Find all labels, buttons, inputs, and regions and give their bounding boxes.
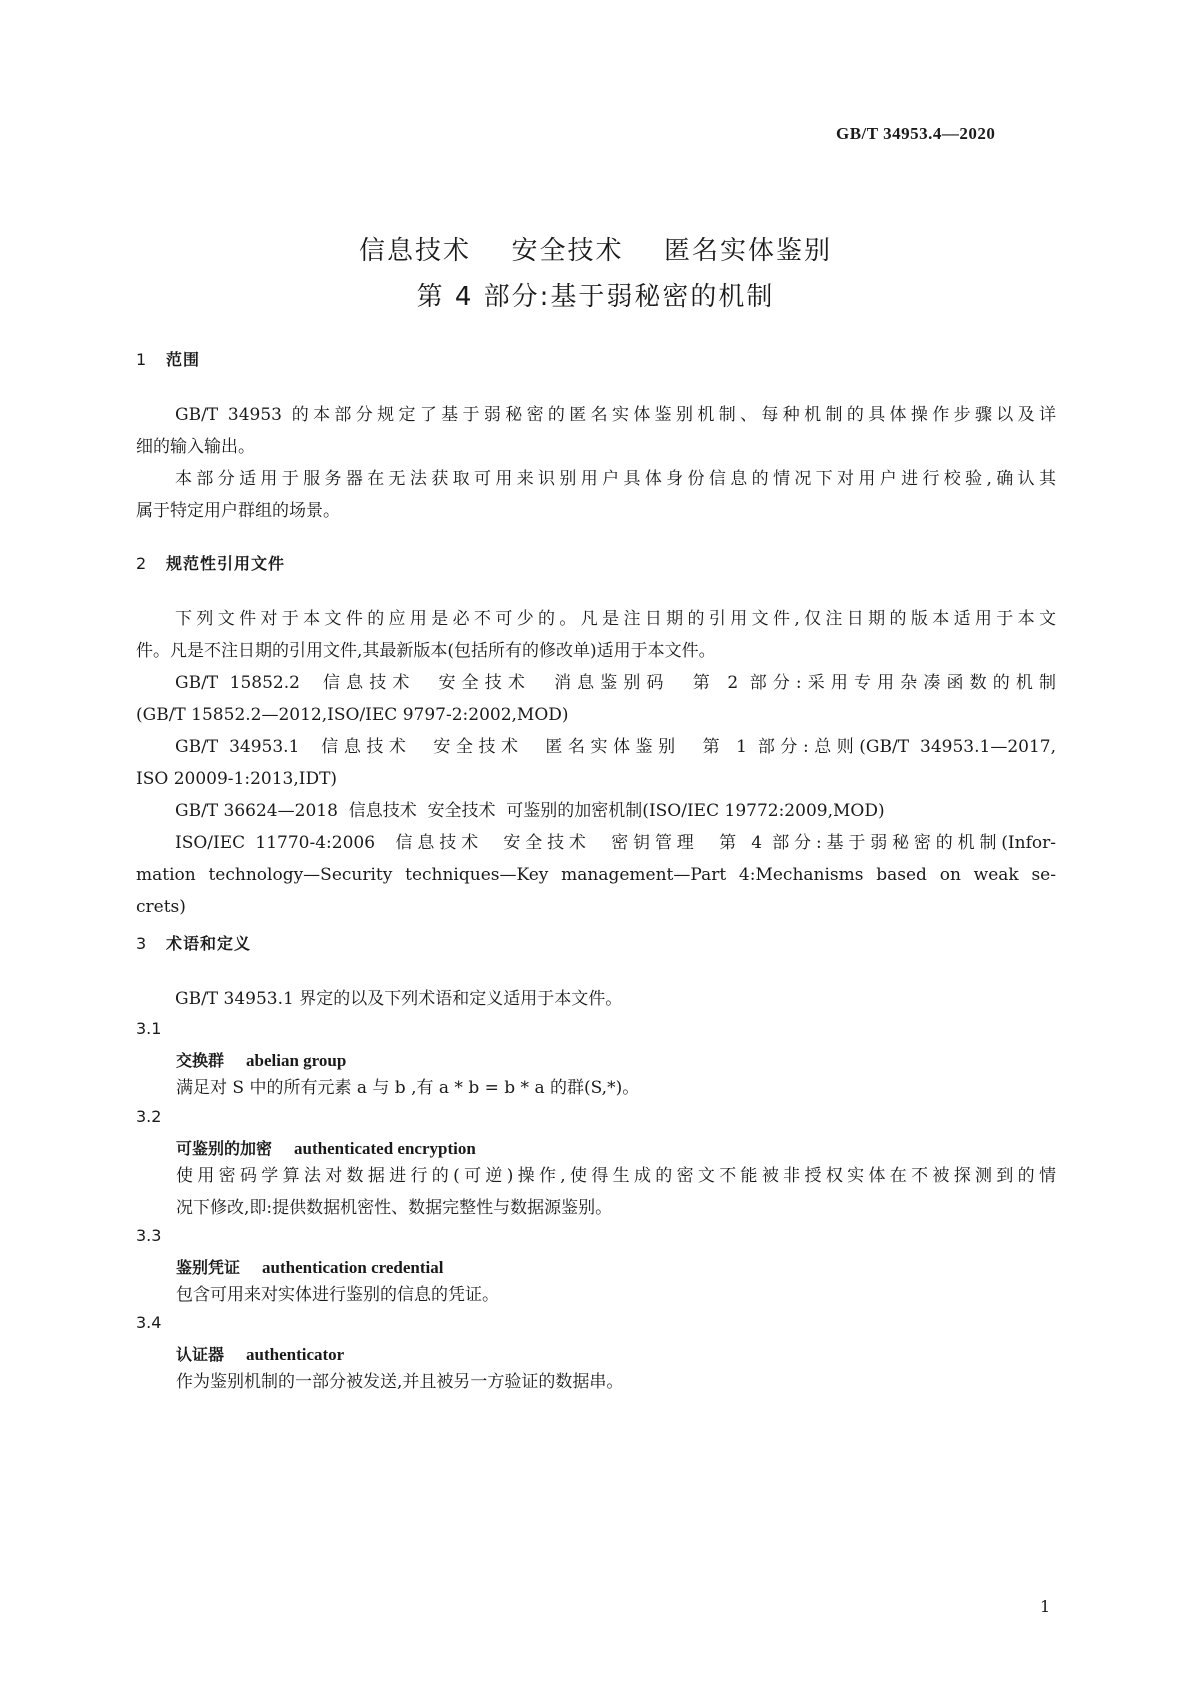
term-chinese: 交换群 <box>176 1051 225 1070</box>
paragraph-line: 本部分适用于服务器在无法获取可用来识别用户具体身份信息的情况下对用户进行校验,确认其 <box>175 469 1056 489</box>
term-definition: 作为鉴别机制的一部分被发送,并且被另一方验证的数据串。 <box>176 1372 624 1392</box>
section-1-body <box>136 399 1056 527</box>
term-english: authentication credential <box>262 1258 444 1277</box>
paragraph-line: GB/T 34953 的本部分规定了基于弱秘密的匿名实体鉴别机制、每种机制的具体操作步骤以及详 <box>175 405 1056 425</box>
term-number: 3.2 <box>136 1107 162 1126</box>
section-title: 术语和定义 <box>166 934 252 953</box>
section-3-heading <box>136 931 251 954</box>
section-2-body <box>136 603 1056 923</box>
term-number: 3.4 <box>136 1313 162 1332</box>
term-number: 3.3 <box>136 1226 162 1245</box>
section-2-heading <box>136 551 285 574</box>
term-definition <box>176 1160 1056 1224</box>
paragraph-line: 细的输入输出。 <box>136 437 255 457</box>
document-title-line2: 第 4 部分:基于弱秘密的机制 <box>416 282 775 312</box>
term-heading <box>176 1255 444 1278</box>
term-heading <box>176 1342 344 1365</box>
document-code: GB/T 34953.4—2020 <box>836 124 996 143</box>
page-number: 1 <box>1040 1597 1051 1616</box>
paragraph-line: GB/T 34953.1 界定的以及下列术语和定义适用于本文件。 <box>175 989 623 1009</box>
term-chinese: 鉴别凭证 <box>176 1258 241 1277</box>
section-title: 规范性引用文件 <box>166 554 286 573</box>
reference-line: crets) <box>136 897 186 917</box>
term-number: 3.1 <box>136 1019 162 1038</box>
paragraph-line: 属于特定用户群组的场景。 <box>136 501 340 521</box>
term-heading <box>176 1136 476 1159</box>
definition-line: 况下修改,即:提供数据机密性、数据完整性与数据源鉴别。 <box>176 1198 613 1218</box>
reference-line: ISO/IEC 11770-4:2006 信息技术 安全技术 密钥管理 第 4 部分:基于弱秘密的机制(Infor- <box>175 833 1056 853</box>
section-number: 1 <box>136 350 148 369</box>
term-definition: 满足对 S 中的所有元素 a 与 b ,有 a * b = b * a 的群(S,*)。 <box>176 1078 640 1098</box>
reference-line: ISO 20009-1:2013,IDT) <box>136 769 338 789</box>
section-title: 范围 <box>166 350 201 369</box>
term-english: authenticated encryption <box>294 1139 476 1158</box>
reference-line: GB/T 15852.2 信息技术 安全技术 消息鉴别码 第 2 部分:采用专用杂凑函数的机制 <box>175 673 1056 693</box>
document-title-line1: 信息技术 安全技术 匿名实体鉴别 <box>358 236 833 266</box>
reference-line: mation technology—Security techniques—Key management—Part 4:Mechanisms based on weak se- <box>136 865 1056 885</box>
definition-line: 使用密码学算法对数据进行的(可逆)操作,使得生成的密文不能被非授权实体在不被探测到的情 <box>176 1166 1056 1186</box>
section-number: 3 <box>136 934 148 953</box>
reference-line: (GB/T 15852.2—2012,ISO/IEC 9797-2:2002,MOD) <box>136 705 569 725</box>
term-heading <box>176 1048 346 1071</box>
section-1-heading <box>136 347 200 370</box>
term-definition: 包含可用来对实体进行鉴别的信息的凭证。 <box>176 1285 499 1305</box>
term-english: authenticator <box>246 1345 345 1364</box>
term-chinese: 认证器 <box>176 1345 225 1364</box>
term-english: abelian group <box>246 1051 347 1070</box>
section-3-intro <box>136 983 1056 1015</box>
section-number: 2 <box>136 554 148 573</box>
paragraph-line: 件。凡是不注日期的引用文件,其最新版本(包括所有的修改单)适用于本文件。 <box>136 641 716 661</box>
term-chinese: 可鉴别的加密 <box>176 1139 273 1158</box>
paragraph-line: 下列文件对于本文件的应用是必不可少的。凡是注日期的引用文件,仅注日期的版本适用于本文 <box>175 609 1056 629</box>
reference-line: GB/T 34953.1 信息技术 安全技术 匿名实体鉴别 第 1 部分:总则(GB/T 34953.1—2017, <box>175 737 1056 757</box>
reference-line: GB/T 36624—2018 信息技术 安全技术 可鉴别的加密机制(ISO/IEC 19772:2009,MOD) <box>175 801 885 821</box>
